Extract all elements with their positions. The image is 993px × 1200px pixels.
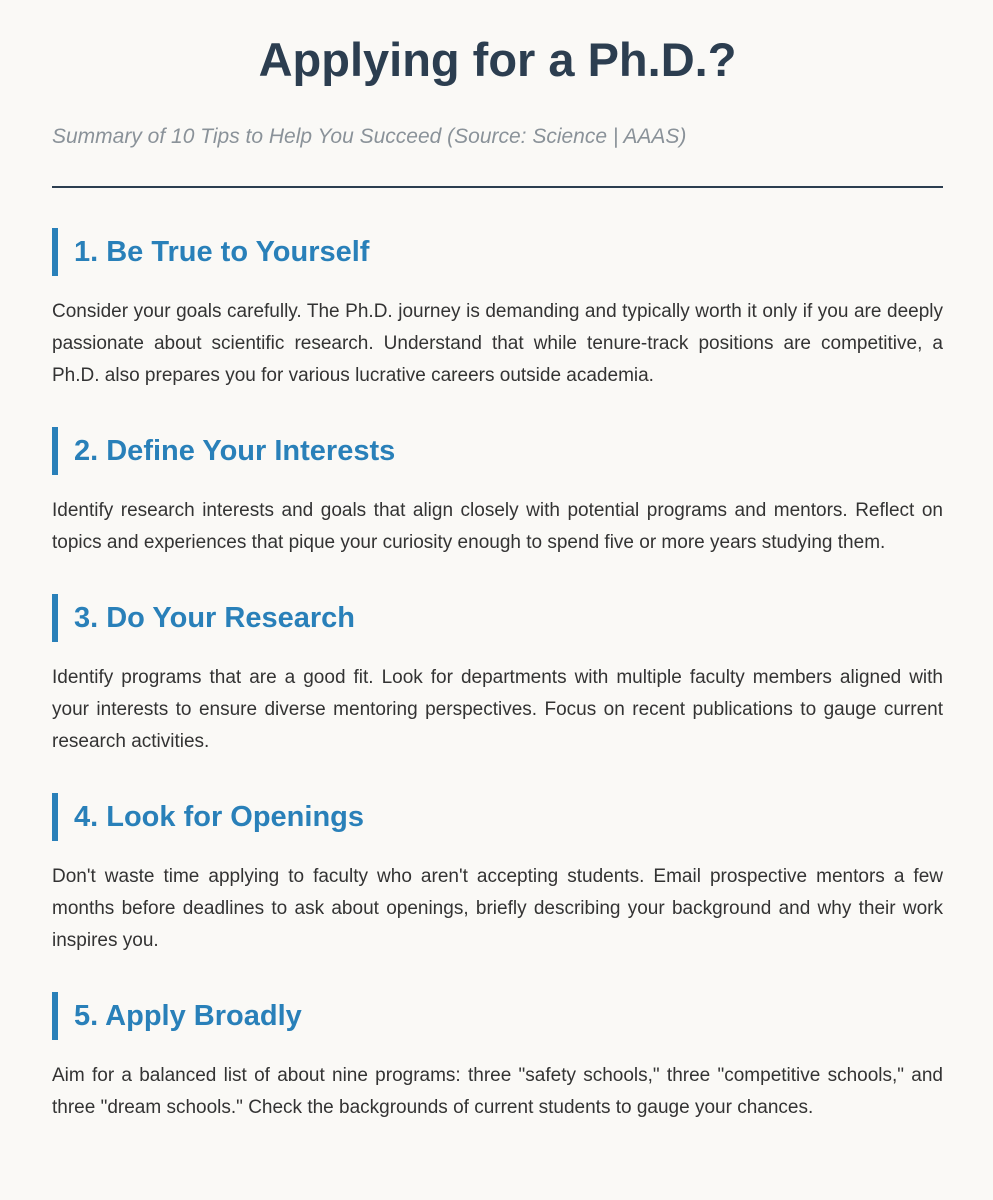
tip-section — [52, 793, 943, 957]
tip-heading: 3. Do Your Research — [52, 594, 943, 642]
page-title: Applying for a Ph.D.? — [258, 33, 737, 86]
tip-body: Consider your goals carefully. The Ph.D. journey is demanding and typically worth it only if you are deeply passionate about scientific research. Understand that while tenure-track positions are competitive, a Ph.D. also prepares you for various lucrative careers outside academia. — [52, 301, 943, 386]
tip-heading: 1. Be True to Yourself — [52, 228, 943, 276]
tip-heading: 5. Apply Broadly — [52, 992, 943, 1040]
tip-body: Aim for a balanced list of about nine programs: three "safety schools," three "competitive schools," and three "dream schools." Check the backgrounds of current students to gauge your chances. — [52, 1065, 943, 1118]
tip-body: Don't waste time applying to faculty who aren't accepting students. Email prospective mentors a few months before deadlines to ask about openings, briefly describing your background and why their work inspires you. — [52, 866, 943, 951]
tip-section — [52, 992, 943, 1124]
tip-section — [52, 427, 943, 559]
tip-heading: 2. Define Your Interests — [52, 427, 943, 475]
page-subtitle: Summary of 10 Tips to Help You Succeed (Source: Science | AAAS) — [52, 125, 687, 148]
tip-heading: 4. Look for Openings — [52, 793, 943, 841]
tip-body: Identify programs that are a good fit. Look for departments with multiple faculty members aligned with your interests to ensure diverse mentoring perspectives. Focus on recent publications to gauge current research activities. — [52, 667, 943, 752]
tip-section — [52, 594, 943, 758]
tip-section — [52, 228, 943, 392]
tips-list — [52, 228, 943, 1124]
tip-body: Identify research interests and goals that align closely with potential programs and mentors. Reflect on topics and experiences that pique your curiosity enough to spend five or more years studying them. — [52, 500, 943, 553]
title-divider — [52, 186, 943, 188]
